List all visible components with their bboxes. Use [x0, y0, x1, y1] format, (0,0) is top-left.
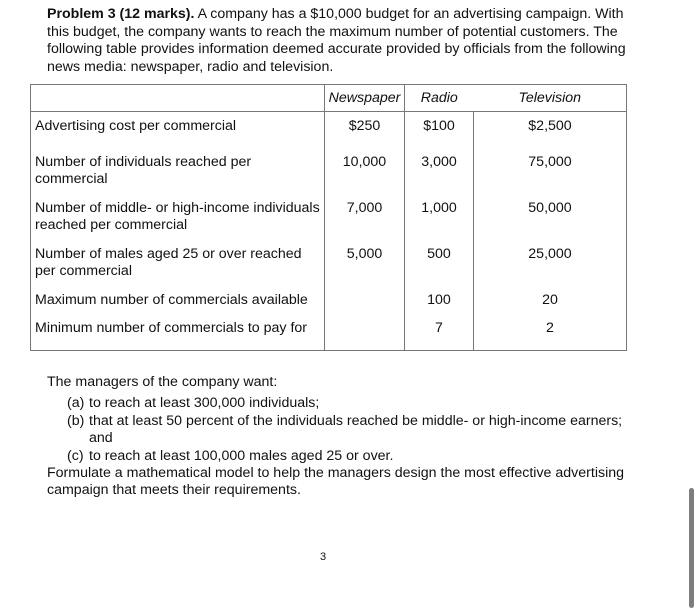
cell-television: 25,000 — [474, 246, 627, 292]
row-label: Number of males aged 25 or over reached per commercial — [31, 246, 325, 292]
scrollbar-thumb[interactable] — [689, 488, 694, 608]
requirements-list — [47, 395, 647, 465]
cell-newspaper: $250 — [325, 112, 405, 155]
header-television: Television — [474, 85, 627, 112]
table-row — [31, 200, 627, 246]
cell-radio: 1,000 — [421, 200, 457, 216]
item-marker: (b) — [67, 412, 85, 429]
cell-television: 20 — [474, 292, 627, 320]
requirements-lead: The managers of the company want: — [47, 374, 278, 390]
cell-newspaper — [325, 320, 405, 351]
page-number: 3 — [320, 551, 327, 563]
cell-television: 50,000 — [474, 200, 627, 246]
cell-newspaper: 10,000 — [325, 154, 405, 200]
problem-intro-text: A company has a $10,000 budget for an advertising campaign. With this budget, the company wants to reach the maximum number of potential customers. The following table provides information deemed accurate provided by officials from the following news media: newspaper, radio and television. — [47, 6, 626, 75]
item-text: to reach at least 300,000 individuals; — [89, 395, 320, 412]
cell-newspaper: 5,000 — [325, 246, 405, 292]
cell-radio: 7 — [405, 320, 474, 351]
header-blank — [31, 85, 325, 112]
table-row — [31, 246, 627, 292]
media-table — [30, 84, 627, 351]
item-text: to reach at least 100,000 males aged 25 or over. — [89, 447, 394, 464]
problem-statement — [47, 6, 647, 76]
list-item — [47, 448, 647, 465]
cell-newspaper — [325, 292, 405, 320]
header-radio: Radio — [405, 85, 474, 112]
cell-radio: $100 — [405, 112, 474, 155]
row-label: Number of individuals reached per commercial — [31, 154, 325, 200]
list-item — [47, 413, 647, 448]
problem-heading: Problem 3 (12 marks). — [47, 6, 195, 22]
list-item — [47, 395, 647, 412]
item-marker: (a) — [67, 395, 85, 412]
row-label: Minimum number of commercials to pay for — [31, 320, 325, 351]
table-header-row — [31, 85, 627, 112]
item-marker: (c) — [67, 447, 84, 464]
row-label: Number of middle- or high-income individuals reached per commercial — [31, 200, 325, 246]
closing-instruction: Formulate a mathematical model to help the managers design the most effective advertising campaign that meets their requirements. — [47, 465, 624, 499]
cell-television: $2,500 — [474, 112, 627, 155]
cell-radio: 3,000 — [421, 154, 457, 170]
cell-television: 75,000 — [474, 154, 627, 200]
table-row — [31, 292, 627, 320]
header-newspaper: Newspaper — [325, 85, 405, 112]
cell-radio: 100 — [427, 292, 451, 308]
cell-television: 2 — [474, 320, 627, 351]
table-row — [31, 154, 627, 200]
cell-radio: 500 — [427, 246, 451, 262]
row-label: Advertising cost per commercial — [31, 112, 325, 155]
item-text: that at least 50 percent of the individuals reached be middle- or high-income earners; and — [89, 412, 623, 447]
table-row — [31, 320, 627, 351]
cell-newspaper: 7,000 — [325, 200, 405, 246]
requirements-section — [47, 374, 647, 500]
table-row — [31, 112, 627, 155]
row-label: Maximum number of commercials available — [31, 292, 325, 320]
